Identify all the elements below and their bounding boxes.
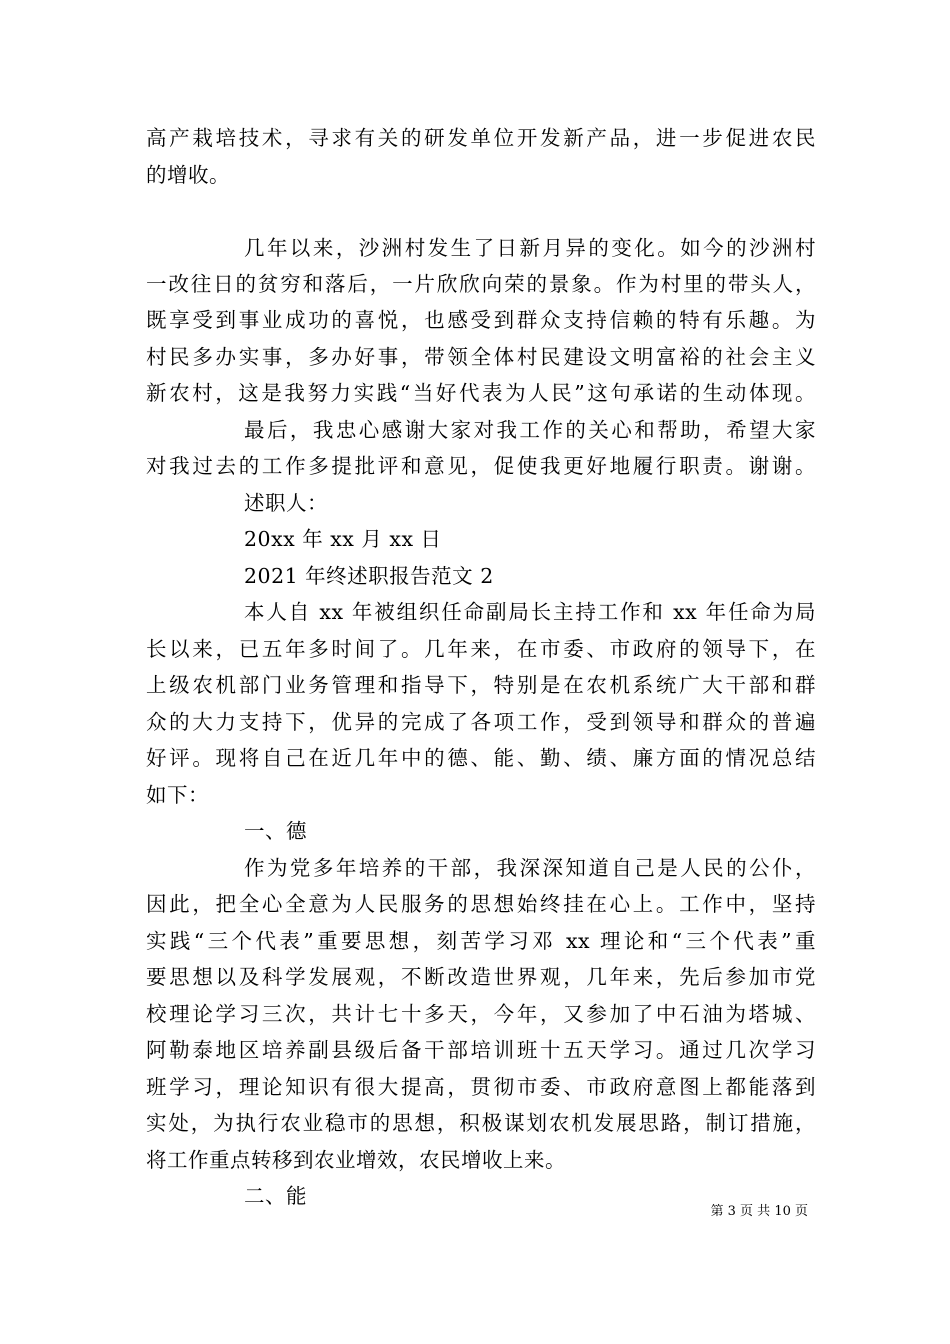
date-line: 20xx 年 xx 月 xx 日 [244,527,442,551]
text-line: 对我过去的工作多提批评和意见，促使我更好地履行职责。谢谢。 [146,454,816,478]
section-title: 2021 年终述职报告范文 2 [244,564,494,588]
paragraph-start: 最后，我忠心感谢大家对我工作的关心和帮助，希望大家 [244,418,816,442]
text-line: 的增收。 [146,163,230,187]
page-number: 第 3 页 共 10 页 [710,1204,808,1219]
paragraph-start: 作为党多年培养的干部，我深深知道自己是人民的公仆， [244,856,816,880]
text-line: 将工作重点转移到农业增效，农民增收上来。 [146,1148,566,1172]
text-line: 一改往日的贫穷和落后，一片欣欣向荣的景象。作为村里的带头人， [146,272,816,296]
text-line: 既享受到事业成功的喜悦，也感受到群众支持信赖的特有乐趣。为 [146,308,816,332]
text-line: 众的大力支持下，优异的完成了各项工作，受到领导和群众的普遍 [146,710,816,734]
text-line: 上级农机部门业务管理和指导下，特别是在农机系统广大干部和群 [146,673,816,697]
text-line: 班学习，理论知识有很大提高，贯彻市委、市政府意图上都能落到 [146,1075,816,1099]
text-line: 阿勒泰地区培养副县级后备干部培训班十五天学习。通过几次学习 [146,1038,816,1062]
text-line: 长以来，已五年多时间了。几年来，在市委、市政府的领导下，在 [146,637,816,661]
signature-label: 述职人： [244,491,328,515]
heading-neng: 二、能 [244,1184,307,1208]
text-line: 好评。现将自己在近几年中的德、能、勤、绩、廉方面的情况总结 [146,746,816,770]
text-line: 新农村，这是我努力实践“当好代表为人民”这句承诺的生动体现。 [146,381,816,405]
text-line: 校理论学习三次，共计七十多天，今年，又参加了中石油为塔城、 [146,1002,816,1026]
heading-de: 一、德 [244,819,307,843]
paragraph-start: 几年以来，沙洲村发生了日新月异的变化。如今的沙洲村 [244,236,816,260]
text-line: 实践“三个代表”重要思想，刻苦学习邓 xx 理论和“三个代表”重 [146,929,816,953]
text-line: 如下： [146,783,209,807]
text-line: 要思想以及科学发展观，不断改造世界观，几年来，先后参加市党 [146,965,816,989]
text-line: 高产栽培技术，寻求有关的研发单位开发新产品，进一步促进农民 [146,126,816,150]
text-line: 因此，把全心全意为人民服务的思想始终挂在心上。工作中，坚持 [146,892,816,916]
text-line: 实处，为执行农业稳市的思想，积极谋划农机发展思路，制订措施， [146,1111,816,1135]
paragraph-start: 本人自 xx 年被组织任命副局长主持工作和 xx 年任命为局 [244,600,816,624]
text-line: 村民多办实事，多办好事，带领全体村民建设文明富裕的社会主义 [146,345,816,369]
